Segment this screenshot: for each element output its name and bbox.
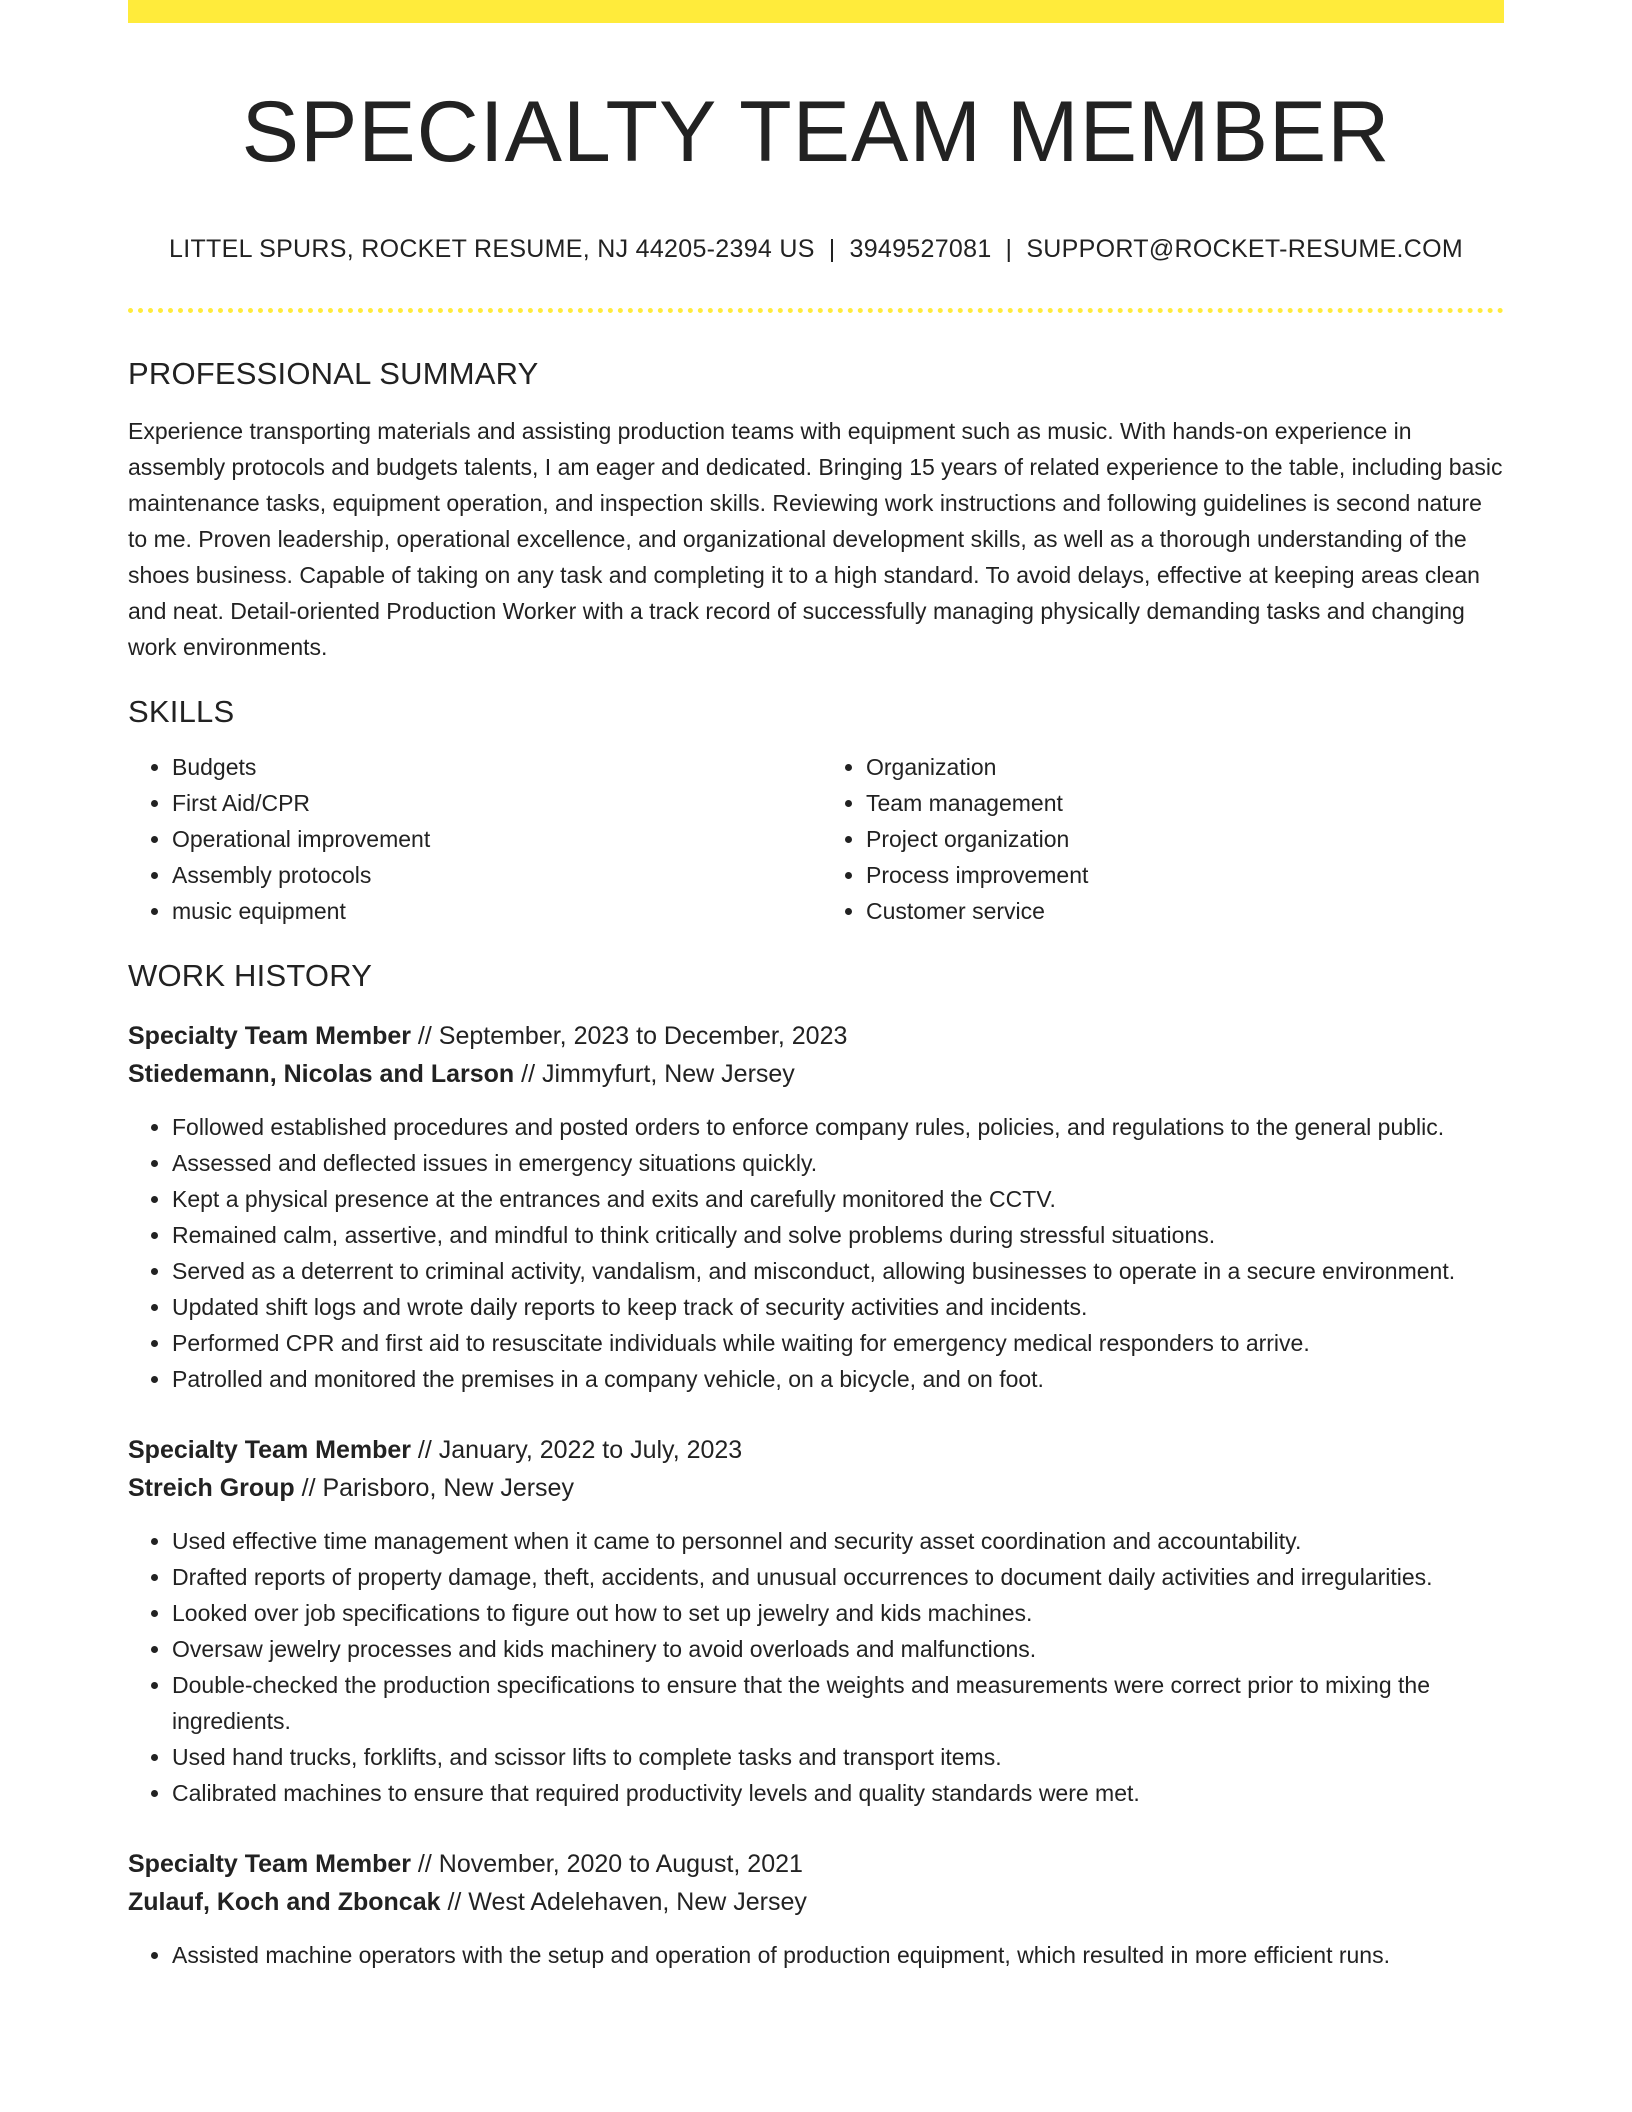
skills-list <box>128 749 1504 929</box>
job-location: // Parisboro, New Jersey <box>294 1474 574 1502</box>
skill-item: • Organization <box>866 749 1504 785</box>
contact-separator: | <box>1005 235 1013 263</box>
job-role: Specialty Team Member <box>128 1436 411 1464</box>
contact-address: LITTEL SPURS, ROCKET RESUME, NJ 44205-2394 US <box>169 235 815 263</box>
job-duty: • Remained calm, assertive, and mindful to think critically and solve problems during stressful situations. <box>172 1217 1504 1253</box>
job-duties <box>128 1523 1504 1811</box>
skill-item: • Process improvement <box>866 857 1504 893</box>
job-dates: // November, 2020 to August, 2021 <box>410 1850 803 1878</box>
contact-email: SUPPORT@ROCKET-RESUME.COM <box>1026 235 1463 263</box>
job-duty: • Looked over job specifications to figure out how to set up jewelry and kids machines. <box>172 1595 1504 1631</box>
job-duty: • Served as a deterrent to criminal activity, vandalism, and misconduct, allowing businesses to operate in a secure environment. <box>172 1253 1504 1289</box>
skill-item: • Customer service <box>866 893 1504 929</box>
skills-heading: SKILLS <box>128 694 235 729</box>
job-entry <box>128 1845 1504 1973</box>
skill-item: • Assembly protocols <box>172 857 816 893</box>
job-duty: • Updated shift logs and wrote daily reports to keep track of security activities and incidents. <box>172 1289 1504 1325</box>
job-duty: • Used hand trucks, forklifts, and scissor lifts to complete tasks and transport items. <box>172 1739 1504 1775</box>
job-title-line <box>128 1431 1504 1469</box>
job-duty: • Followed established procedures and posted orders to enforce company rules, policies, and regulations to the general public. <box>172 1109 1504 1145</box>
skill-item: • Team management <box>866 785 1504 821</box>
job-company: Zulauf, Koch and Zboncak <box>128 1888 441 1916</box>
job-entry <box>128 1431 1504 1811</box>
contact-phone: 3949527081 <box>849 235 992 263</box>
summary-text: Experience transporting materials and assisting production teams with equipment such as music. With hands-on experience in assembly protocols and budgets talents, I am eager and dedicated. Bringing 15 years of related experience to the table, including basic maintenance tasks, equipment operation, and inspection skills. Reviewing work instructions and following guidelines is second nature to me. Proven leadership, operational excellence, and organizational development skills, as well as a thorough understanding of the shoes business. Capable of taking on any task and completing it to a high standard. To avoid delays, effective at keeping areas clean and neat. Detail-oriented Production Worker with a track record of successfully managing physically demanding tasks and changing work environments. <box>128 418 1503 660</box>
job-location: // West Adelehaven, New Jersey <box>440 1888 807 1916</box>
contact-line <box>128 234 1504 264</box>
skill-item: • Budgets <box>172 749 816 785</box>
job-dates: // September, 2023 to December, 2023 <box>410 1022 848 1050</box>
job-duty: • Calibrated machines to ensure that required productivity levels and quality standards were met. <box>172 1775 1504 1811</box>
job-duties <box>128 1937 1504 1973</box>
job-title-line <box>128 1017 1504 1055</box>
candidate-name: SPECIALTY TEAM MEMBER <box>241 84 1391 180</box>
job-duty: • Oversaw jewelry processes and kids machinery to avoid overloads and malfunctions. <box>172 1631 1504 1667</box>
skills-column-right <box>816 749 1504 929</box>
job-duty: • Assessed and deflected issues in emergency situations quickly. <box>172 1145 1504 1181</box>
job-duty: • Patrolled and monitored the premises in a company vehicle, on a bicycle, and on foot. <box>172 1361 1504 1397</box>
job-duty: • Double-checked the production specifications to ensure that the weights and measurements were correct prior to mixing the ingredients. <box>172 1667 1504 1739</box>
skills-column-left <box>128 749 816 929</box>
resume-page <box>128 0 1504 1973</box>
job-title-line <box>128 1845 1504 1883</box>
job-duty: • Used effective time management when it came to personnel and security asset coordination and accountability. <box>172 1523 1504 1559</box>
summary-heading: PROFESSIONAL SUMMARY <box>128 356 539 391</box>
skill-item: • Project organization <box>866 821 1504 857</box>
job-company: Stiedemann, Nicolas and Larson <box>128 1060 515 1088</box>
skill-item: • music equipment <box>172 893 816 929</box>
job-duty: • Performed CPR and first aid to resuscitate individuals while waiting for emergency medical responders to arrive. <box>172 1325 1504 1361</box>
job-duties <box>128 1109 1504 1397</box>
job-company-line <box>128 1883 1504 1921</box>
job-role: Specialty Team Member <box>128 1022 411 1050</box>
job-entry <box>128 1017 1504 1397</box>
job-duty: • Drafted reports of property damage, theft, accidents, and unusual occurrences to document daily activities and irregularities. <box>172 1559 1504 1595</box>
job-duty: • Assisted machine operators with the setup and operation of production equipment, which resulted in more efficient runs. <box>172 1937 1504 1973</box>
job-location: // Jimmyfurt, New Jersey <box>514 1060 795 1088</box>
contact-separator: | <box>828 235 836 263</box>
job-company: Streich Group <box>128 1474 295 1502</box>
work-history-heading: WORK HISTORY <box>128 958 373 993</box>
skill-item: • First Aid/CPR <box>172 785 816 821</box>
header-divider <box>128 308 1504 313</box>
job-dates: // January, 2022 to July, 2023 <box>410 1436 743 1464</box>
job-company-line <box>128 1055 1504 1093</box>
job-company-line <box>128 1469 1504 1507</box>
job-duty: • Kept a physical presence at the entrances and exits and carefully monitored the CCTV. <box>172 1181 1504 1217</box>
skill-item: • Operational improvement <box>172 821 816 857</box>
job-role: Specialty Team Member <box>128 1850 411 1878</box>
